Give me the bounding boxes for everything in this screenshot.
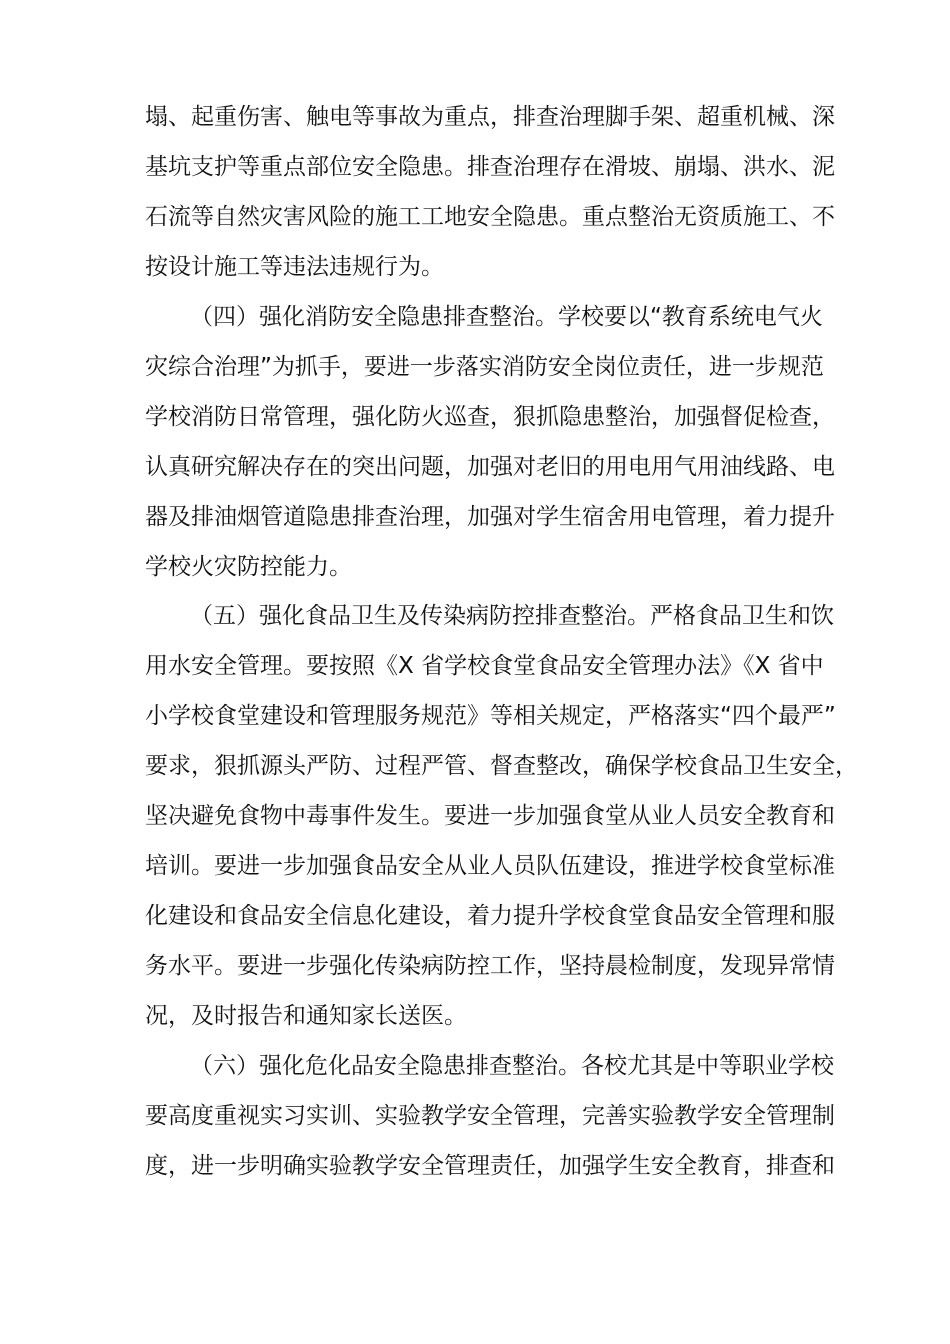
text-line: 坚决避免食物中毒事件发生。要进一步加强食堂从业人员安全教育和 <box>145 803 835 829</box>
text-line: 认真研究解决存在的突出问题，加强对老旧的用电用气用油线路、电 <box>145 454 835 480</box>
text-line: 塌、起重伤害、触电等事故为重点，排查治理脚手架、超重机械、深 <box>145 104 835 130</box>
text-line: 学校火灾防控能力。 <box>145 554 352 580</box>
paragraph-heading-line: （四）强化消防安全隐患排查整治。学校要以“教育系统电气火 <box>190 304 823 330</box>
text-line: 培训。要进一步加强食品安全从业人员队伍建设，推进学校食堂标准 <box>145 853 835 879</box>
text-line: 学校消防日常管理，强化防火巡查，狠抓隐患整治，加强督促检查， <box>145 404 835 430</box>
text-line: 小学校食堂建设和管理服务规范》等相关规定，严格落实“四个最严” <box>145 703 836 729</box>
text-line: 器及排油烟管道隐患排查治理，加强对学生宿舍用电管理，着力提升 <box>145 504 835 530</box>
text-line: 基坑支护等重点部位安全隐患。排查治理存在滑坡、崩塌、洪水、泥 <box>145 154 835 180</box>
text-line: 用水安全管理。要按照《X 省学校食堂食品安全管理办法》《X 省中 <box>145 653 824 679</box>
text-line: 按设计施工等违法违规行为。 <box>145 254 444 280</box>
text-line: 要高度重视实习实训、实验教学安全管理，完善实验教学安全管理制 <box>145 1103 835 1129</box>
text-line: 况，及时报告和通知家长送医。 <box>145 1003 467 1029</box>
text-line: 要求，狠抓源头严防、过程严管、督查整改，确保学校食品卫生安全， <box>145 753 858 779</box>
text-line: 石流等自然灾害风险的施工工地安全隐患。重点整治无资质施工、不 <box>145 204 835 230</box>
paragraph-heading-line: （六）强化危化品安全隐患排查整治。各校尤其是中等职业学校 <box>190 1053 834 1079</box>
paragraph-heading-line: （五）强化食品卫生及传染病防控排查整治。严格食品卫生和饮 <box>190 603 834 629</box>
text-line: 化建设和食品安全信息化建设，着力提升学校食堂食品安全管理和服 <box>145 903 835 929</box>
text-line: 灾综合治理”为抓手，要进一步落实消防安全岗位责任，进一步规范 <box>145 354 824 380</box>
text-line: 度，进一步明确实验教学安全管理责任，加强学生安全教育，排查和 <box>145 1153 835 1179</box>
text-line: 务水平。要进一步强化传染病防控工作，坚持晨检制度，发现异常情 <box>145 953 835 979</box>
